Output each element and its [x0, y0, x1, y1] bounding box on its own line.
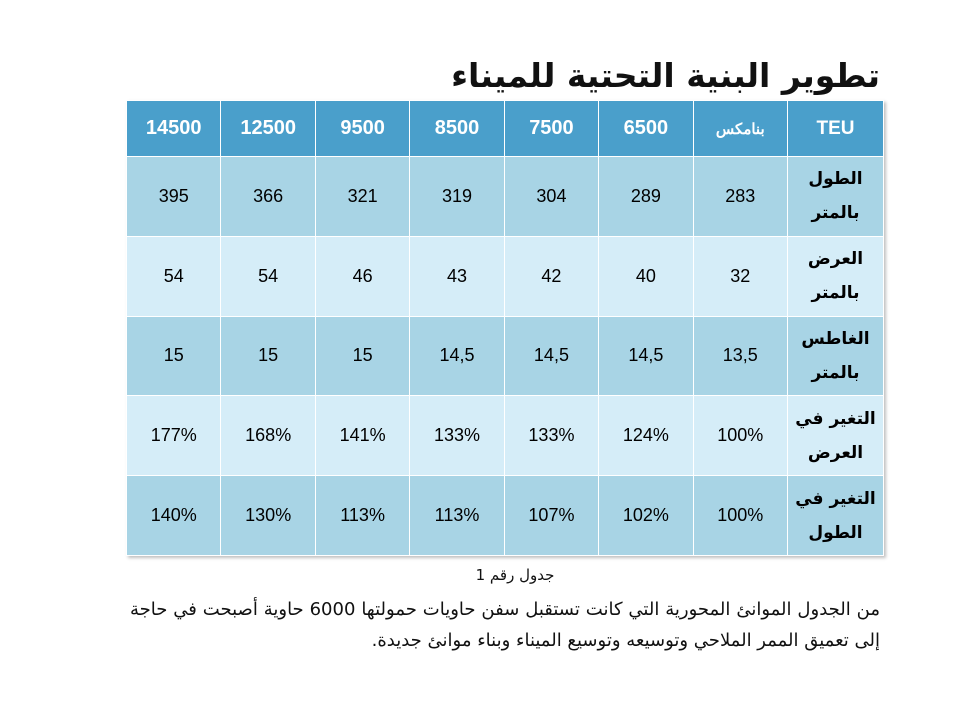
table-cell: 289 [599, 157, 693, 237]
table-row-width [127, 236, 884, 316]
table-cell: 366 [221, 157, 315, 237]
row-label: التغير في العرض [788, 396, 884, 476]
header-row [127, 101, 884, 157]
row-label: العرض بالمتر [788, 236, 884, 316]
table-cell: 43 [410, 236, 504, 316]
table-cell: 395 [127, 157, 221, 237]
table-cell: 15 [221, 316, 315, 396]
table-cell: 133% [410, 396, 504, 476]
table-cell: 107% [504, 476, 598, 556]
table-row-width-change [127, 396, 884, 476]
row-label: التغير في الطول [788, 476, 884, 556]
header-cell: 7500 [504, 101, 598, 157]
table-cell: 54 [221, 236, 315, 316]
table-cell: 141% [315, 396, 409, 476]
table-cell: 319 [410, 157, 504, 237]
table-cell: 14,5 [504, 316, 598, 396]
table-cell: 113% [315, 476, 409, 556]
row-label: الطول بالمتر [788, 157, 884, 237]
table-row-length-change [127, 476, 884, 556]
table-cell: 42 [504, 236, 598, 316]
table-cell: 15 [315, 316, 409, 396]
table-cell: 40 [599, 236, 693, 316]
table-cell: 113% [410, 476, 504, 556]
table-cell: 321 [315, 157, 409, 237]
table-row-length [127, 157, 884, 237]
table-cell: 14,5 [599, 316, 693, 396]
table-cell: 102% [599, 476, 693, 556]
header-cell: 6500 [599, 101, 693, 157]
table-cell: 124% [599, 396, 693, 476]
header-cell: 12500 [221, 101, 315, 157]
table-cell: 32 [693, 236, 787, 316]
table-cell: 100% [693, 476, 787, 556]
body-paragraph: من الجدول الموانئ المحورية التي كانت تستقبل سفن حاويات حمولتها 6000 حاوية أصبحت في حاجة إلى تعميق الممر الملاحي وتوسيعه وتوسيع الميناء وبناء موانئ جديدة. [130, 599, 881, 651]
table-cell: 46 [315, 236, 409, 316]
table-cell: 168% [221, 396, 315, 476]
table-cell: 13,5 [693, 316, 787, 396]
table-cell: 177% [127, 396, 221, 476]
table-cell: 304 [504, 157, 598, 237]
header-cell-teu: TEU [788, 101, 884, 157]
table-cell: 14,5 [410, 316, 504, 396]
table-row-draft [127, 316, 884, 396]
table-cell: 15 [127, 316, 221, 396]
table-cell: 283 [693, 157, 787, 237]
table-cell: 130% [221, 476, 315, 556]
header-cell: 8500 [410, 101, 504, 157]
row-label: الغاطس بالمتر [788, 316, 884, 396]
table-cell: 133% [504, 396, 598, 476]
header-cell: 9500 [315, 101, 409, 157]
ship-dimensions-table [126, 100, 884, 556]
table [126, 100, 884, 556]
table-cell: 54 [127, 236, 221, 316]
table-caption: جدول رقم 1 [475, 566, 555, 584]
table-cell: 100% [693, 396, 787, 476]
header-cell: 14500 [127, 101, 221, 157]
table-cell: 140% [127, 476, 221, 556]
slide-title: تطوير البنية التحتية للميناء [451, 56, 880, 95]
header-cell-panamax: بنامكس [693, 101, 787, 157]
